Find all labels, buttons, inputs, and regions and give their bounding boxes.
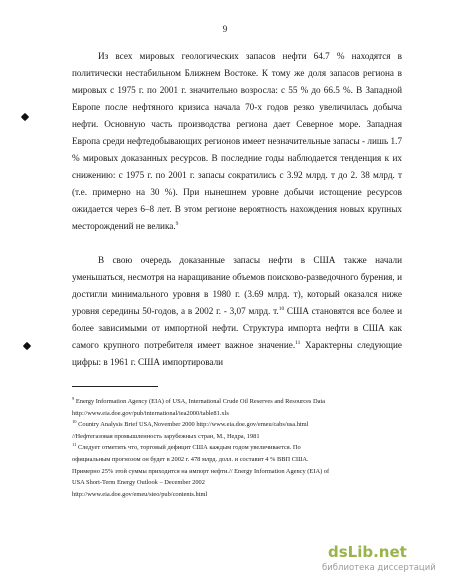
- footnote-ref: 10: [278, 305, 285, 312]
- footnote-line: Примерно 25% этой суммы приходится на импорт нефти.// Energy Information Agency (EIA) of: [72, 467, 330, 475]
- paragraph-text: В свою очередь доказанные запасы нефти в США также начали уменьшаться, несмотря на наращивание объемов поисково-разведочного бурения, и достигли минимального уровня в 1980 г. (3.69 млрд. т), который оказался ниже уровня середины 50-годов, а в 2002 г. - 3,07 млрд. т.: [72, 255, 402, 316]
- footnote-line: USA Short-Term Energy Outlook – December 2002: [72, 479, 205, 487]
- paragraph-text: Из всех мировых геологических запасов нефти 64.7 % находятся в политически нестабильном Ближнем Востоке. К тому же доля запасов региона в мировых с 1975 г. по 2001 г. значительно возросла: с 55 % до 66.5 %. В Западной Европе после нефтяного кризиса начала 70-х годов резко увеличилась добыча нефти. Основную часть производства региона дает Северное море. Западная Европа среди нефтедобывающих регионов имеет незначительные запасы - лишь 1.7 % мировых доказанных ресурсов. В последние годы наблюдается тенденция к их снижению: с 1975 г. по 2001 г. запасы сократились с 3.92 млрд. т до 2. 38 млрд. т (т.е. примерно на 30 %). При нынешнем уровне добычи истощение ресурсов ожидается через 6–8 лет. В этом регионе вероятность нахождения новых крупных месторождений не велика.: [72, 51, 402, 231]
- paragraph-text: США становятся все более и более зависимыми от импортной нефти. Структура импорта нефти в США как самого крупного потребителя имеет важное значение.: [72, 306, 402, 350]
- footnote-mark: 9: [72, 395, 75, 401]
- body-text: [72, 48, 402, 371]
- paragraph-text: Характерны следующие цифры: в 1961 г. США импортировали: [72, 340, 402, 367]
- footnote-line: $^9$ Energy Information Agency (EIA) of USA, International Crude Oil Reserves and Resources Data: [72, 395, 326, 405]
- footnote-line: официальным прогнозом он будет в 2002 г. 478 млрд. долл. и составит 4 % ВВП США.: [72, 455, 309, 463]
- footnotes: [72, 396, 402, 500]
- paragraph: [72, 252, 402, 371]
- footnote-line: http://www.eia.doe.gov/emeu/steo/pub/contents.html: [72, 490, 208, 498]
- paragraph: [72, 48, 402, 235]
- footnote-ref: 11: [295, 339, 301, 346]
- footnote-line: http://www.eia.doe.gov/pub/international/iea2000/table81.xls: [72, 409, 229, 417]
- watermark-tagline: библиотека диссертаций: [322, 563, 436, 573]
- footnote-mark: 11: [72, 442, 77, 448]
- page-number: 9: [222, 24, 228, 34]
- footnote-line: //Нефтегазовая промышленность зарубежных стран, М., Недра, 1981: [72, 432, 260, 440]
- footnote-mark: 10: [72, 419, 77, 425]
- footnote-line: $^{10}$ Country Analysis Brief USA,November 2000 http://www.eia.doe.gov/emeu/cabs/usa.html: [72, 419, 309, 429]
- margin-bullet-marker: [21, 113, 29, 121]
- watermark-logo: dsLib.net: [328, 543, 407, 561]
- footnote-line: $^{11}$ Следует отметить что, торговый дефицит США каждым годом увеличивается. По: [72, 442, 301, 452]
- watermark: [322, 543, 446, 577]
- margin-bullet-marker: [23, 342, 31, 350]
- footnote-separator: [72, 386, 158, 387]
- footnote-ref: 9: [175, 220, 179, 227]
